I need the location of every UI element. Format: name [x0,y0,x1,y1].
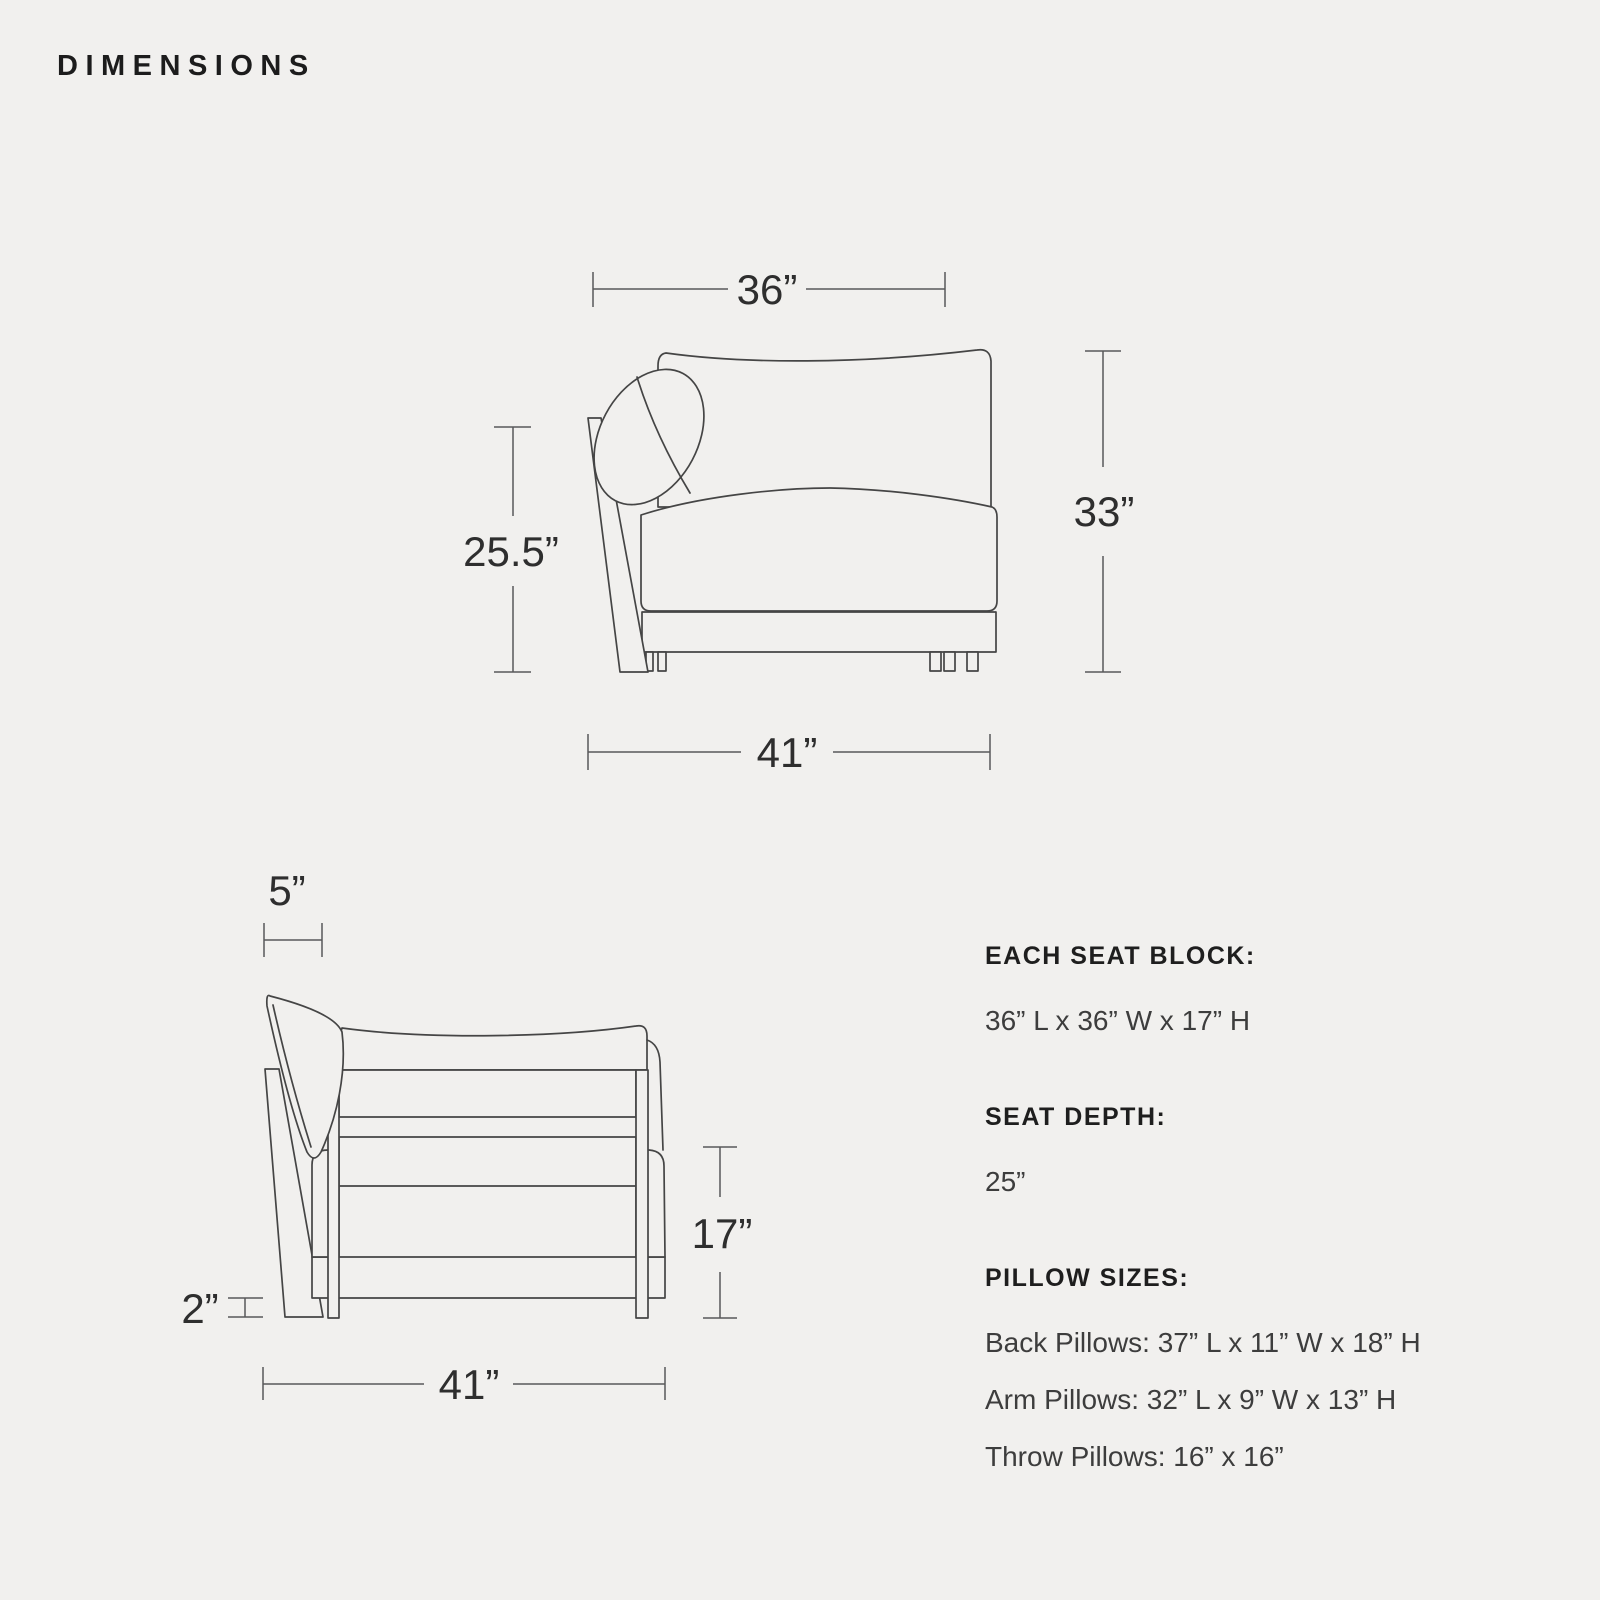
spec-seat-depth [985,1103,1565,1210]
leg [930,652,941,671]
frame-middle-rail [339,1137,636,1186]
dim-width-label: 41” [438,1361,500,1408]
spec-seat-block-heading: EACH SEAT BLOCK: [985,942,1256,970]
base-frame [642,612,996,652]
dim-seat-height-label: 17” [691,1210,753,1257]
leg [967,652,978,671]
dim-arm-width-label: 5” [268,867,306,914]
base-frame [312,1257,665,1298]
spec-pillow-sizes-heading: PILLOW SIZES: [985,1264,1190,1292]
frame-top-rail [339,1070,636,1117]
back-view-diagram [140,830,780,1450]
spec-text-block [985,942,1565,1539]
spec-seat-depth-value: 25” [985,1166,1026,1197]
dim-depth-label: 41” [756,729,818,776]
seat-cushion [641,488,997,611]
dim-back-height-label: 33” [1073,488,1135,535]
side-view-chair-art [572,350,997,672]
spec-seat-block-value: 36” L x 36” W x 17” H [985,1005,1251,1036]
page-title: DIMENSIONS [57,50,316,82]
back-view-chair-art [265,995,665,1318]
leg [658,652,666,671]
side-view-diagram [430,240,1160,790]
dim-leg-height-label: 2” [181,1285,219,1332]
back-cushion-side-edge [647,1040,663,1150]
spec-arm-pillows: Arm Pillows: 32” L x 9” W x 13” H [985,1384,1397,1415]
dim-top-width-label: 36” [736,266,798,313]
spec-back-pillows: Back Pillows: 37” L x 11” W x 18” H [985,1327,1421,1358]
back-cushion [334,1026,647,1070]
spec-seat-block [985,942,1565,1049]
leg [944,652,955,671]
back-cushion [658,350,991,507]
spec-pillow-sizes [985,1264,1565,1485]
spec-throw-pillows: Throw Pillows: 16” x 16” [985,1441,1284,1472]
spec-seat-depth-heading: SEAT DEPTH: [985,1103,1167,1131]
frame-right-post [636,1070,648,1318]
dim-side-height-label: 25.5” [463,528,559,575]
